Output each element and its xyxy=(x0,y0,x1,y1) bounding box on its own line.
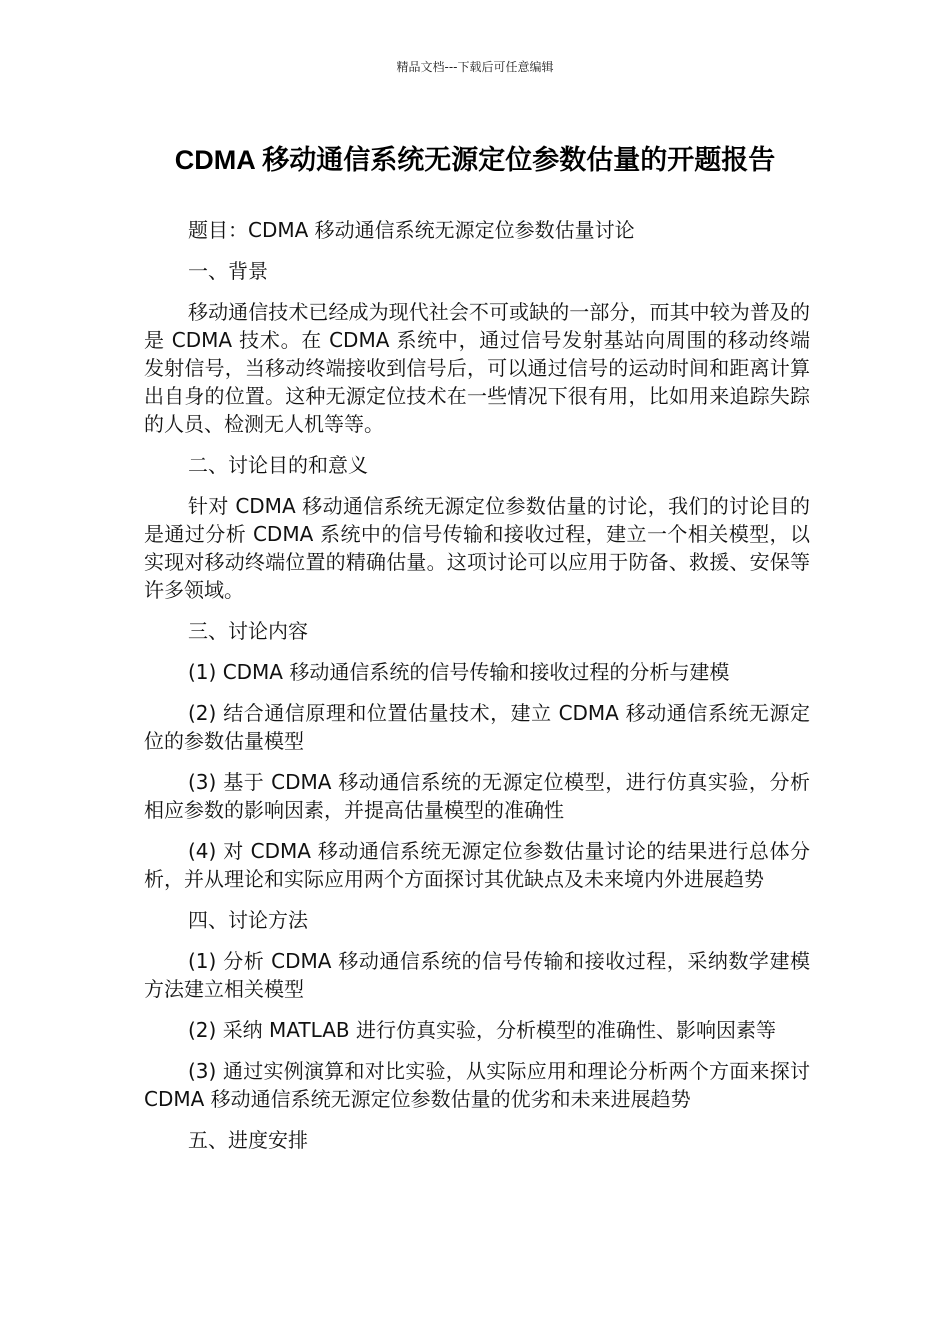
section-heading-background: 一、背景 xyxy=(188,259,268,283)
section-heading-schedule: 五、进度安排 xyxy=(188,1128,308,1152)
content-item-4: (4) 对 CDMA 移动通信系统无源定位参数估量讨论的结果进行总体分析，并从理论和实际应用两个方面探讨其优缺点及未来境内外进展趋势 xyxy=(144,839,810,891)
document-body xyxy=(144,216,810,1167)
section-heading-methods: 四、讨论方法 xyxy=(188,908,308,932)
content-item-3: (3) 基于 CDMA 移动通信系统的无源定位模型，进行仿真实验，分析相应参数的影响因素，并提高估量模型的准确性 xyxy=(144,770,810,822)
content-item-1: (1) CDMA 移动通信系统的信号传输和接收过程的分析与建模 xyxy=(188,660,730,684)
section-heading-content: 三、讨论内容 xyxy=(188,619,308,643)
purpose-paragraph: 针对 CDMA 移动通信系统无源定位参数估量的讨论，我们的讨论目的是通过分析 CDMA 系统中的信号传输和接收过程，建立一个相关模型，以实现对移动终端位置的精确估量。这项讨论可以应用于防备、救援、安保等许多领域。 xyxy=(144,494,810,602)
content-item-2: (2) 结合通信原理和位置估量技术，建立 CDMA 移动通信系统无源定位的参数估量模型 xyxy=(144,701,810,753)
topic-line: 题目：CDMA 移动通信系统无源定位参数估量讨论 xyxy=(188,218,635,242)
header-note: 精品文档---下载后可任意编辑 xyxy=(396,60,554,74)
method-item-2: (2) 采纳 MATLAB 进行仿真实验，分析模型的准确性、影响因素等 xyxy=(188,1018,777,1042)
section-heading-purpose: 二、讨论目的和意义 xyxy=(188,453,368,477)
method-item-3: (3) 通过实例演算和对比实验，从实际应用和理论分析两个方面来探讨 CDMA 移动通信系统无源定位参数估量的优劣和未来进展趋势 xyxy=(144,1059,810,1111)
method-item-1: (1) 分析 CDMA 移动通信系统的信号传输和接收过程，采纳数学建模方法建立相关模型 xyxy=(144,949,810,1001)
background-paragraph: 移动通信技术已经成为现代社会不可或缺的一部分，而其中较为普及的是 CDMA 技术。在 CDMA 系统中，通过信号发射基站向周围的移动终端发射信号，当移动终端接收到信号后，可以通过信号的运动时间和距离计算出自身的位置。这种无源定位技术在一些情况下很有用，比如用来追踪失踪的人员、检测无人机等等。 xyxy=(144,300,810,436)
document-title: CDMA 移动通信系统无源定位参数估量的开题报告 xyxy=(174,145,776,175)
